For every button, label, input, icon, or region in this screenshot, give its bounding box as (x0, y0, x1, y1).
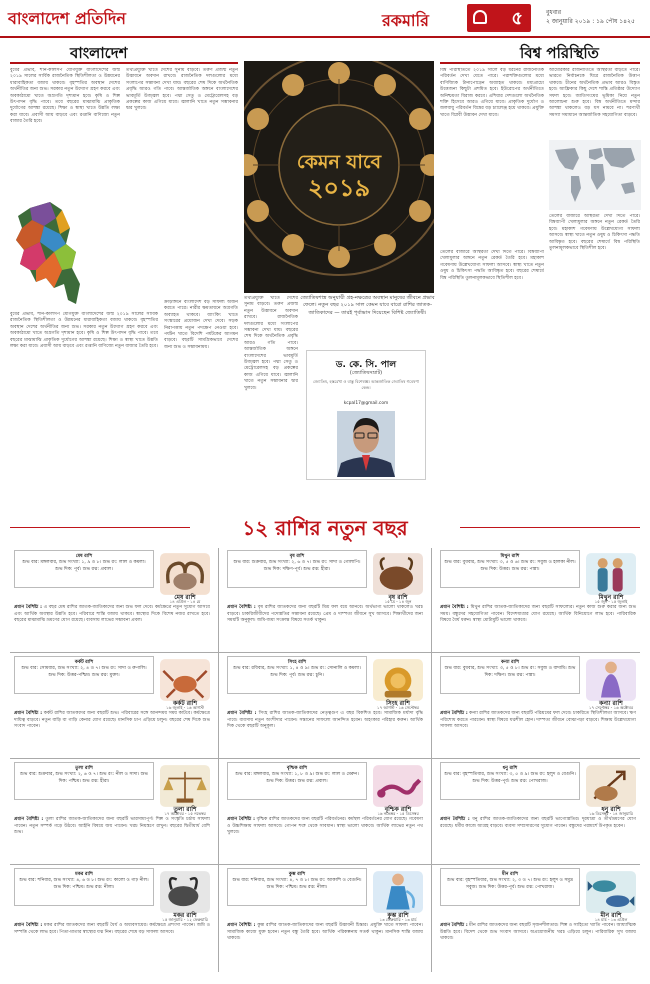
forecast-label: প্রধান বৈশিষ্ট্য : (227, 711, 257, 716)
zodiac-info-title: বৃষ রাশি (289, 554, 305, 559)
zodiac-sign-dates: ১৪ এপ্রিল - ১৪ মে (169, 599, 201, 604)
forecast-text: ধনু রাশির জাতক-জাতিকাদের জন্য বছরটি ভাগ্যোন্নতির। দূরযাত্রা ও তীর্থভ্রমণের যোগ রয়েছে। ধর্মীয় কাজে আগ্রহ বাড়বে। ব্যবসা সম্প্রসারণের সুযোগ পাবেন। বন্ধুদের পরামর্শে উপকৃত হবেন। (440, 817, 636, 829)
forecast-text: এ বছর মেষ রাশির জাতক-জাতিকাদের জন্য শুভ ফল দেবে। কর্মক্ষেত্রে নতুন সুযোগ আসবে এবং আর্থিক অবস্থার উন্নতি হবে। পরিবারে শান্তি বজায় থাকবে। স্বাস্থ্যের দিকে বিশেষ নজর রাখতে হবে। বছরের মাঝামাঝি ভ্রমণের যোগ রয়েছে। ব্যবসায় লাভের সম্ভাবনা প্রবল। (14, 605, 210, 623)
zodiac-banner (10, 514, 640, 540)
zodiac-sign-dates: ১৫ মে - ১৪ জুন (384, 599, 412, 604)
forecast-text: মিথুন রাশির জাতক-জাতিকাদের জন্য বছরটি সাফল্যের। নতুন কাজ শুরু করার জন্য শুভ সময়। বন্ধুদের সহযোগিতা পাবেন। বিদেশযাত্রার যোগ রয়েছে। আর্থিক বিনিয়োগে লাভ হবে। পারিবারিক বিষয়ে ধৈর্য ধরুন। স্বাস্থ্য মোটামুটি ভালো থাকবে। (440, 605, 636, 623)
zodiac-forecast (227, 817, 423, 837)
zodiac-sign-name: কর্কট (172, 700, 185, 707)
world-article-col1: বিশ্ব পরিস্থিতিতে ২০১৯ সালে বড় ধরনের রাজনৈতিক পরিবর্তন দেখা যেতে পারে। পরাশক্তিগুলোর মধ্যে বাণিজ্যিক টানাপোড়েন অব্যাহত থাকবে। মধ্যপ্রাচ্যে উত্তেজনা কিছুটা প্রশমিত হবে। ইউরোপের অর্থনীতিতে অনিশ্চয়তা বিরাজ করবে। এশিয়ার দেশগুলো অর্থনৈতিক শক্তি হিসেবে আরও এগিয়ে যাবে। প্রাকৃতিক দুর্যোগ ও জলবায়ু পরিবর্তন বিশ্বের বড় চ্যালেঞ্জ হয়ে থাকবে। প্রযুক্তি খাতে বিপ্লবী উদ্ভাবন দেখা যাবে। (440, 68, 544, 118)
grid-divider (218, 548, 219, 972)
zodiac-sign-suffix: রাশি (398, 912, 409, 919)
zodiac-sign-icon (160, 550, 210, 598)
forecast-text: তুলা রাশির জাতক-জাতিকাদের জন্য বছরটি ভারসাম্যপূর্ণ। শিল্প ও সংস্কৃতি চর্চায় সাফল্য পাবেন। নতুন সম্পর্ক গড়ে উঠবে। আইনি বিষয়ে জয় পাবেন। খরচ নিয়ন্ত্রণে রাখুন। বছরের দ্বিতীয়ার্ধ বেশি শুভ। (14, 817, 210, 835)
zodiac-forecast (227, 605, 423, 625)
zodiac-info-title: মকর রাশি (75, 872, 93, 877)
zodiac-sign-name: মিথুন (598, 594, 612, 601)
zodiac-sign-dates: ১৫ জুন - ১৫ জুলাই (594, 599, 628, 604)
grid-divider (10, 864, 640, 865)
zodiac-sign-dates: ১৬ ডিসেম্বর - ১৪ জানুয়ারি (589, 811, 633, 816)
zodiac-sign-name: বৃশ্চিক (384, 806, 399, 813)
forecast-label: প্রধান বৈশিষ্ট্য : (14, 605, 42, 610)
zodiac-sign-name: মীন (600, 912, 610, 919)
zodiac-info-title: বৃশ্চিক রাশি (286, 766, 308, 771)
forecast-label: প্রধান বৈশিষ্ট্য : (227, 817, 255, 822)
zodiac-info-title: ধনু রাশি (502, 766, 518, 771)
bangladesh-article-col1b: বুধের প্রভাব, শনি-কালসর্প যোগযুক্ত বাংলাদেশের জন্ম ২০১৯ সালের সার্বিক রাজনৈতিক স্থিতিশীলতা ও উন্নয়নের ধারাবাহিকতা বজায় থাকবে। বৃহস্পতির অবস্থান দেশের অর্থনীতির জন্য শুভ। সরকার নতুন উদ্যোগ গ্রহণ করবে এবং অবকাঠামো খাতে অগ্রগতি দৃশ্যমান হবে। কৃষি ও শিল্প উৎপাদন বৃদ্ধি পাবে। তবে বছরের মাঝামাঝি প্রাকৃতিক দুর্যোগের আশঙ্কা রয়েছে। শিক্ষা ও স্বাস্থ্য খাতে উন্নতি লক্ষ্য করা যাবে। প্রবাসী আয় বাড়বে এবং রপ্তানি বাণিজ্যে নতুন বাজার তৈরি হবে। (10, 312, 158, 350)
zodiac-forecast (440, 923, 636, 943)
forecast-label: প্রধান বৈশিষ্ট্য : (440, 605, 469, 610)
hero-title-year: ২০১৯ (307, 173, 371, 202)
zodiac-sign-suffix: রাশি (399, 700, 410, 707)
world-article-col2: আমেরিকার রাজনীতিতে অস্থিরতা বাড়তে পারে। ভারতে নির্বাচনকে ঘিরে রাজনৈতিক উত্তাপ থাকবে। চীনের অর্থনৈতিক প্রভাব আরও বিস্তৃত হবে। আফ্রিকার কিছু দেশে শান্তি প্রতিষ্ঠার উদ্যোগ সফল হবে। জাতিসংঘের ভূমিকা নিয়ে নতুন আলোচনা শুরু হবে। বিশ্ব অর্থনীতিতে মন্দার আশঙ্কা থাকলেও বড় ধস নামবে না। শরণার্থী সমস্যা সমাধানে আন্তর্জাতিক সহযোগিতা বাড়বে। (549, 68, 640, 118)
zodiac-sign-icon (586, 762, 636, 810)
zodiac-hero-image (244, 61, 434, 293)
author-email[interactable]: kcpal17@gmail.com (343, 401, 389, 406)
zodiac-info-box (14, 656, 154, 694)
zodiac-sign-icon (160, 762, 210, 810)
zodiac-card (223, 548, 427, 664)
zodiac-card (436, 548, 640, 664)
zodiac-forecast (14, 923, 210, 936)
zodiac-info-box (227, 656, 367, 694)
zodiac-sign-icon (586, 868, 636, 916)
zodiac-sign-name: বৃষ (388, 594, 396, 601)
forecast-text: সিংহ রাশির জাতক-জাতিকাদের নেতৃত্বগুণ এ বছর বিকশিত হবে। সামাজিক মর্যাদা বৃদ্ধি পাবে। ব্যবসায় নতুন অংশীদার পাবেন। সন্তানের সাফল্যে আনন্দিত হবেন। অহংকার পরিহার করুন। আর্থিক দিক থেকে বছরটি অনুকূল। (227, 711, 423, 729)
zodiac-card (223, 654, 427, 770)
author-box (306, 350, 426, 480)
zodiac-forecast (440, 817, 636, 830)
forecast-text: কুম্ভ রাশির জাতক-জাতিকাদের জন্য বছরটি উদ্ভাবনী চিন্তার। প্রযুক্তি খাতে সাফল্য পাবেন। সামাজিক কাজে যুক্ত হবেন। নতুন বন্ধু তৈরি হবে। আর্থিক পরিকল্পনায় সতর্ক থাকুন। মানসিক শান্তি বজায় থাকবে। (227, 923, 423, 941)
zodiac-info-text: শুভ বার: রবিবার, শুভ সংখ্যা: ১, ৪ ও ৯। শুভ রং: সোনালি ও কমলা। শুভ দিক: পূর্ব। শুভ রত্ন: চুনি। (233, 666, 361, 678)
zodiac-sign-dates: ১৬ নভেম্বর - ১৫ ডিসেম্বর (377, 811, 419, 816)
zodiac-info-text: শুভ বার: শুক্রবার, শুভ সংখ্যা: ২, ৬ ও ৭। শুভ রং: সাদা ও গোলাপি। শুভ দিক: দক্ষিণ-পূর্ব। শুভ রত্ন: হীরা। (233, 560, 361, 572)
zodiac-sign-icon (160, 868, 210, 916)
bangladesh-article-col4: তথ্যপ্রযুক্তি খাতে দেশের সুনাম বাড়বে। তরুণ প্রজন্ম নতুন উদ্ভাবনে অবদান রাখবে। রাজনৈতিক দলগুলোর মধ্যে সংলাপের সম্ভাবনা দেখা যায়। বছরের শেষ দিকে অর্থনৈতিক প্রবৃদ্ধি আরও গতি পাবে। আন্তর্জাতিক অঙ্গনে বাংলাদেশের ভাবমূর্তি উজ্জ্বল হবে। পদ্মা সেতু ও মেট্রোরেলসহ বড় প্রকল্পের কাজ এগিয়ে যাবে। জ্বালানি খাতে নতুন সম্ভাবনার দ্বার খুলবে। (244, 296, 298, 391)
zodiac-sign-dates: ১৪ মার্চ - ১৩ এপ্রিল (594, 917, 628, 922)
zodiac-forecast (440, 605, 636, 625)
zodiac-sign-name: মেষ (174, 594, 184, 601)
zodiac-info-text: শুভ বার: মঙ্গলবার, শুভ সংখ্যা: ১, ৮ ও ৯। শুভ রং: লাল ও মেরুন। শুভ দিক: উত্তর। শুভ রত্ন: প্রবাল। (235, 772, 359, 784)
zodiac-info-text: শুভ বার: বুধবার, শুভ সংখ্যা: ৩, ৫ ও ৬। শুভ রং: সবুজ ও হালকা নীল। শুভ দিক: উত্তর। শুভ রত্ন: পান্না। (444, 560, 576, 572)
zodiac-info-box (440, 868, 580, 906)
zodiac-info-title: তুলা রাশি (75, 766, 93, 771)
dateline (546, 8, 635, 26)
forecast-text: বৃষ রাশির জাতকদের জন্য বছরটি মিশ্র ফল বয়ে আনবে। অর্থভাগ্য ভালো থাকলেও খরচ বাড়বে। চাকরিজীবীদের পদোন্নতির সম্ভাবনা রয়েছে। প্রেম ও দাম্পত্য জীবনে সুখ আসবে। শিক্ষার্থীদের জন্য সময়টি অনুকূল। জমি-জমা সংক্রান্ত বিষয়ে সতর্ক থাকুন। (227, 605, 423, 623)
zodiac-info-box (14, 550, 154, 588)
newspaper-brand[interactable]: বাংলাদেশ প্রতিদিন (8, 9, 126, 28)
forecast-label: প্রধান বৈশিষ্ট্য : (14, 817, 44, 822)
world-article-col3: তেলের বাজারে অস্থিরতা দেখা দিতে পারে। বিশ্বব্যাপী খেলাধুলার অঙ্গনে নতুন রেকর্ড তৈরি হবে। মহাকাশ গবেষণায় উল্লেখযোগ্য সাফল্য আসবে। স্বাস্থ্য খাতে নতুন ওষুধ ও চিকিৎসা পদ্ধতি আবিষ্কৃত হবে। বছরের শেষার্ধে বিশ্ব পরিস্থিতি তুলনামূলকভাবে স্থিতিশীল হবে। (549, 214, 640, 252)
day: বুধবার (546, 9, 562, 16)
bangladesh-heading: বাংলাদেশ (70, 44, 128, 62)
bangladesh-article-col3: ক্রীড়াঙ্গনে বাংলাদেশ বড় সাফল্য অর্জন করতে পারে। নারীর ক্ষমতায়নে অগ্রগতি অব্যাহত থাকবে। ব্যাংকিং খাতে সংস্কারের প্রয়োজন দেখা দেবে। সড়ক নিরাপত্তায় নতুন পদক্ষেপ নেওয়া হবে। পর্যটন খাতে বিদেশি পর্যটকের আগমন বাড়বে। বছরটি সামগ্রিকভাবে দেশের জন্য শুভ ও সম্ভাবনাময়। (164, 300, 238, 350)
zodiac-info-box (227, 868, 367, 906)
zodiac-sign-suffix: রাশি (186, 806, 197, 813)
bangladesh-map (10, 200, 90, 310)
author-info: জ্যোতিষ, হস্তরেখা ও বাস্তু বিশেষজ্ঞ। আন্তর্জাতিক জ্যোতিষ গবেষণা কেন্দ্র। (313, 379, 419, 390)
zodiac-sign-dates: ১৭ অক্টোবর - ১৫ নভেম্বর (164, 811, 206, 816)
zodiac-info-text: শুভ বার: শুক্রবার, শুভ সংখ্যা: ২, ৬ ও ৭। শুভ রং: নীল ও সাদা। শুভ দিক: পশ্চিম। শুভ রত্ন: হীরা। (20, 772, 148, 784)
forecast-text: কর্কট রাশির জাতকদের জন্য বছরটি শুভ। পরিবারের সঙ্গে আনন্দময় সময় কাটবে। কর্মক্ষেত্রে দায়িত্ব বাড়বে। নতুন বাড়ি বা গাড়ি কেনার যোগ রয়েছে। মানসিক চাপ এড়িয়ে চলুন। বছরের শেষ দিকে শুভ সংবাদ পাবেন। (14, 711, 211, 729)
zodiac-info-title: কুম্ভ রাশি (288, 872, 306, 877)
zodiac-card (10, 866, 214, 982)
zodiac-sign-suffix: রাশি (611, 912, 622, 919)
author-role: (জ্যোতিষসম্রাট) (349, 370, 383, 376)
zodiac-info-text: শুভ বার: মঙ্গলবার, শুভ সংখ্যা: ১, ৯ ও ৮। শুভ রং: লাল ও কমলা। শুভ দিক: পূর্ব। শুভ রত্ন: প্রবাল। (22, 560, 146, 572)
zodiac-card (223, 866, 427, 982)
zodiac-forecast (14, 817, 210, 837)
zodiac-sign-icon (160, 656, 210, 704)
zodiac-forecast (14, 711, 210, 731)
world-article-col1b: তেলের বাজারে অস্থিরতা দেখা দিতে পারে। বিশ্বব্যাপী খেলাধুলার অঙ্গনে নতুন রেকর্ড তৈরি হবে। মহাকাশ গবেষণায় উল্লেখযোগ্য সাফল্য আসবে। স্বাস্থ্য খাতে নতুন ওষুধ ও চিকিৎসা পদ্ধতি আবিষ্কৃত হবে। বছরের শেষার্ধে বিশ্ব পরিস্থিতি তুলনামূলকভাবে স্থিতিশীল হবে। (440, 250, 544, 281)
zodiac-card (436, 760, 640, 876)
zodiac-info-title: মিথুন রাশি (500, 554, 520, 559)
zodiac-info-box (227, 762, 367, 800)
forecast-label: প্রধান বৈশিষ্ট্য : (227, 605, 256, 610)
world-section-header (440, 42, 640, 64)
zodiac-sign-name: কন্যা (599, 700, 611, 707)
page-badge-icon (473, 10, 487, 24)
page-number: ৫ (511, 8, 523, 29)
zodiac-info-title: মেষ রাশি (75, 554, 93, 559)
zodiac-card (10, 760, 214, 876)
zodiac-info-title: কর্কট রাশি (74, 660, 94, 665)
zodiac-info-box (14, 762, 154, 800)
zodiac-info-box (440, 656, 580, 694)
zodiac-sign-icon (586, 656, 636, 704)
zodiac-card (10, 654, 214, 770)
zodiac-info-text: শুভ বার: সোমবার, শুভ সংখ্যা: ২, ৪ ও ৭। শুভ রং: সাদা ও রুপালি। শুভ দিক: উত্তর-পশ্চিম। শুভ রত্ন: মুক্তা। (21, 666, 147, 678)
zodiac-forecast (440, 711, 636, 731)
zodiac-sign-suffix: রাশি (186, 912, 197, 919)
zodiac-sign-dates: ১৭ আগস্ট - ১৬ সেপ্টেম্বর (377, 705, 419, 710)
zodiac-sign-name: মকর (173, 912, 185, 919)
zodiac-sign-suffix: রাশি (610, 806, 621, 813)
zodiac-info-title: সিংহ রাশি (287, 660, 307, 665)
zodiac-card (436, 654, 640, 770)
forecast-label: প্রধান বৈশিষ্ট্য : (440, 923, 468, 928)
zodiac-info-box (227, 550, 367, 588)
zodiac-info-box (440, 550, 580, 588)
zodiac-sign-name: ধনু (601, 806, 609, 813)
zodiac-sign-suffix: রাশি (185, 594, 196, 601)
zodiac-info-title: কন্যা রাশি (500, 660, 520, 665)
masthead (0, 0, 650, 38)
zodiac-sign-suffix: রাশি (613, 594, 624, 601)
author-name: ড. কে. সি. পাল (335, 360, 397, 370)
zodiac-info-box (14, 868, 154, 906)
zodiac-card (223, 760, 427, 876)
zodiac-sign-icon (373, 868, 423, 916)
zodiac-sign-name: তুলা (173, 806, 185, 813)
forecast-label: প্রধান বৈশিষ্ট্য : (440, 711, 468, 716)
zodiac-sign-icon (373, 762, 423, 810)
hero-title-line1: কেমন যাবে (296, 151, 382, 173)
page-number-badge (467, 4, 531, 32)
zodiac-card (436, 866, 640, 982)
zodiac-sign-icon (373, 550, 423, 598)
zodiac-sign-suffix: রাশি (612, 700, 623, 707)
date: ২ জানুয়ারি ২০১৯ : ১৯ পৌষ ১৪২৫ (546, 18, 635, 25)
zodiac-sign-dates: ১৩ ফেব্রুয়ারি - ১৩ মার্চ (379, 917, 417, 922)
zodiac-sign-dates: ১৫ জানুয়ারি - ১২ ফেব্রুয়ারি (162, 917, 208, 922)
zodiac-forecast (14, 605, 210, 625)
author-portrait (337, 411, 395, 477)
zodiac-sign-icon (373, 656, 423, 704)
forecast-text: মকর রাশির জাতকদের জন্য বছরটি ধৈর্য ও অধ্যবসায়ের। কর্মক্ষেত্রে প্রশংসা পাবেন। জমি ও সম্পত্তি থেকে লাভ হবে। পিতা-মাতার স্বাস্থ্যের যত্ন নিন। বছরের শেষে বড় সাফল্য আসবে। (14, 923, 210, 935)
forecast-text: মীন রাশির জাতকদের জন্য বছরটি সৃজনশীলতার। শিল্প ও সাহিত্যে খ্যাতি পাবেন। আধ্যাত্মিক উন্নতি হবে। বিদেশ থেকে শুভ সংবাদ আসবে। অপ্রয়োজনীয় খরচ এড়িয়ে চলুন। পারিবারিক সুখ বজায় থাকবে। (440, 923, 636, 941)
zodiac-sign-dates: ১৭ সেপ্টেম্বর - ১৬ অক্টোবর (588, 705, 634, 710)
forecast-label: প্রধান বৈশিষ্ট্য : (440, 817, 470, 822)
zodiac-sign-dates: ১৬ জুলাই - ১৬ আগস্ট (166, 705, 204, 710)
zodiac-sign-suffix: রাশি (186, 700, 198, 707)
section-title: রকমারি (382, 11, 429, 30)
zodiac-sign-icon (586, 550, 636, 598)
world-heading: বিশ্ব পরিস্থিতি (520, 44, 599, 62)
zodiac-info-text: শুভ বার: বৃহস্পতিবার, শুভ সংখ্যা: ৩, ৫ ও ৯। শুভ রং: হলুদ ও বেগুনি। শুভ দিক: উত্তর-পূর্ব। শুভ রত্ন: পোখরাজ। (444, 772, 576, 784)
banner-rule-right (460, 527, 640, 528)
zodiac-info-text: শুভ বার: বৃহস্পতিবার, শুভ সংখ্যা: ২, ৩ ও ৭। শুভ রং: হলুদ ও সমুদ্র সবুজ। শুভ দিক: উত্তর-পূর্ব। শুভ রত্ন: পোখরাজ। (447, 878, 573, 890)
grid-divider (10, 758, 640, 759)
bangladesh-article-col2: তথ্যপ্রযুক্তি খাতে দেশের সুনাম বাড়বে। তরুণ প্রজন্ম নতুন উদ্ভাবনে অবদান রাখবে। রাজনৈতিক দলগুলোর মধ্যে সংলাপের সম্ভাবনা দেখা যায়। বছরের শেষ দিকে অর্থনৈতিক প্রবৃদ্ধি আরও গতি পাবে। আন্তর্জাতিক অঙ্গনে বাংলাদেশের ভাবমূর্তি উজ্জ্বল হবে। পদ্মা সেতু ও মেট্রোরেলসহ বড় প্রকল্পের কাজ এগিয়ে যাবে। জ্বালানি খাতে নতুন সম্ভাবনার দ্বার খুলবে। (126, 68, 238, 112)
grid-divider (10, 652, 640, 653)
zodiac-forecast (227, 923, 423, 943)
zodiac-sign-suffix: রাশি (400, 806, 412, 813)
zodiac-info-text: শুভ বার: শনিবার, শুভ সংখ্যা: ৪, ৬ ও ৮। শুভ রং: কালো ও গাঢ় নীল। শুভ দিক: পশ্চিম। শুভ রত্ন: নীলা। (19, 878, 149, 890)
forecast-text: বৃশ্চিক রাশির জাতকদের জন্য বছরটি পরিবর্তনের। কর্মস্থল পরিবর্তনের যোগ রয়েছে। গবেষণা ও উচ্চশিক্ষায় সাফল্য আসবে। গোপন শত্রু থেকে সাবধান। স্বাস্থ্য ভালো থাকবে। আর্থিক লাভের নতুন পথ খুলবে। (227, 817, 423, 835)
zodiac-forecast (227, 711, 423, 731)
forecast-label: প্রধান বৈশিষ্ট্য : (14, 923, 43, 928)
forecast-label: প্রধান বৈশিষ্ট্য : (14, 711, 43, 716)
zodiac-info-text: শুভ বার: শনিবার, শুভ সংখ্যা: ৪, ৭ ও ৮। শুভ রং: আকাশি ও বেগুনি। শুভ দিক: পশ্চিম। শুভ রত্ন: নীলা। (232, 878, 362, 890)
bangladesh-section-header (10, 42, 238, 64)
zodiac-sign-suffix: রাশি (397, 594, 408, 601)
grid-divider (431, 548, 432, 972)
author-photo (337, 411, 395, 477)
zodiac-info-title: মীন রাশি (501, 872, 519, 877)
zodiac-card (10, 548, 214, 664)
feature-intro: জ্যোতিষশাস্ত্র অনুযায়ী গ্রহ-নক্ষত্রের অবস্থান মানুষের জীবনে প্রভাব ফেলে। নতুন বছর ২০১৯ সাল কেমন যাবে বারো রাশির জাতক-জাতিকাদের — তারই পূর্বাভাস দিয়েছেন বিশিষ্ট জ্যোতিষী। (300, 295, 435, 316)
zodiac-sign-name: কুম্ভ (387, 912, 397, 919)
zodiac-section-title: ১২ রাশির নতুন বছর (242, 516, 408, 540)
bangladesh-article-col1: বুধের প্রভাব, শনি-কালসর্প যোগযুক্ত বাংলাদেশের জন্ম ২০১৯ সালের সার্বিক রাজনৈতিক স্থিতিশীলতা ও উন্নয়নের ধারাবাহিকতা বজায় থাকবে। বৃহস্পতির অবস্থান দেশের অর্থনীতির জন্য শুভ। সরকার নতুন উদ্যোগ গ্রহণ করবে এবং অবকাঠামো খাতে অগ্রগতি দৃশ্যমান হবে। কৃষি ও শিল্প উৎপাদন বৃদ্ধি পাবে। তবে বছরের মাঝামাঝি প্রাকৃতিক দুর্যোগের আশঙ্কা রয়েছে। শিক্ষা ও স্বাস্থ্য খাতে উন্নতি লক্ষ্য করা যাবে। প্রবাসী আয় বাড়বে এবং রপ্তানি বাণিজ্যে নতুন বাজার তৈরি হবে। (10, 68, 120, 125)
hero-title (244, 149, 434, 201)
zodiac-info-text: শুভ বার: বুধবার, শুভ সংখ্যা: ৩, ৫ ও ৮। শুভ রং: সবুজ ও বাদামি। শুভ দিক: দক্ষিণ। শুভ রত্ন: পান্না। (444, 666, 576, 678)
forecast-text: কন্যা রাশির জাতকদের জন্য বছরটি পরিশ্রমের ফল দেবে। চাকরিতে স্থিতিশীলতা আসবে। ঋণ পরিশোধ করতে পারবেন। স্বাস্থ্য বিষয়ে যত্নশীল হোন। দাম্পত্য জীবনে বোঝাপড়া বাড়বে। শিক্ষায় উল্লেখযোগ্য সাফল্য আসবে। (440, 711, 636, 729)
forecast-label: প্রধান বৈশিষ্ট্য : (227, 923, 256, 928)
zodiac-info-box (440, 762, 580, 800)
world-map (549, 140, 641, 210)
zodiac-sign-name: সিংহ (386, 700, 398, 707)
